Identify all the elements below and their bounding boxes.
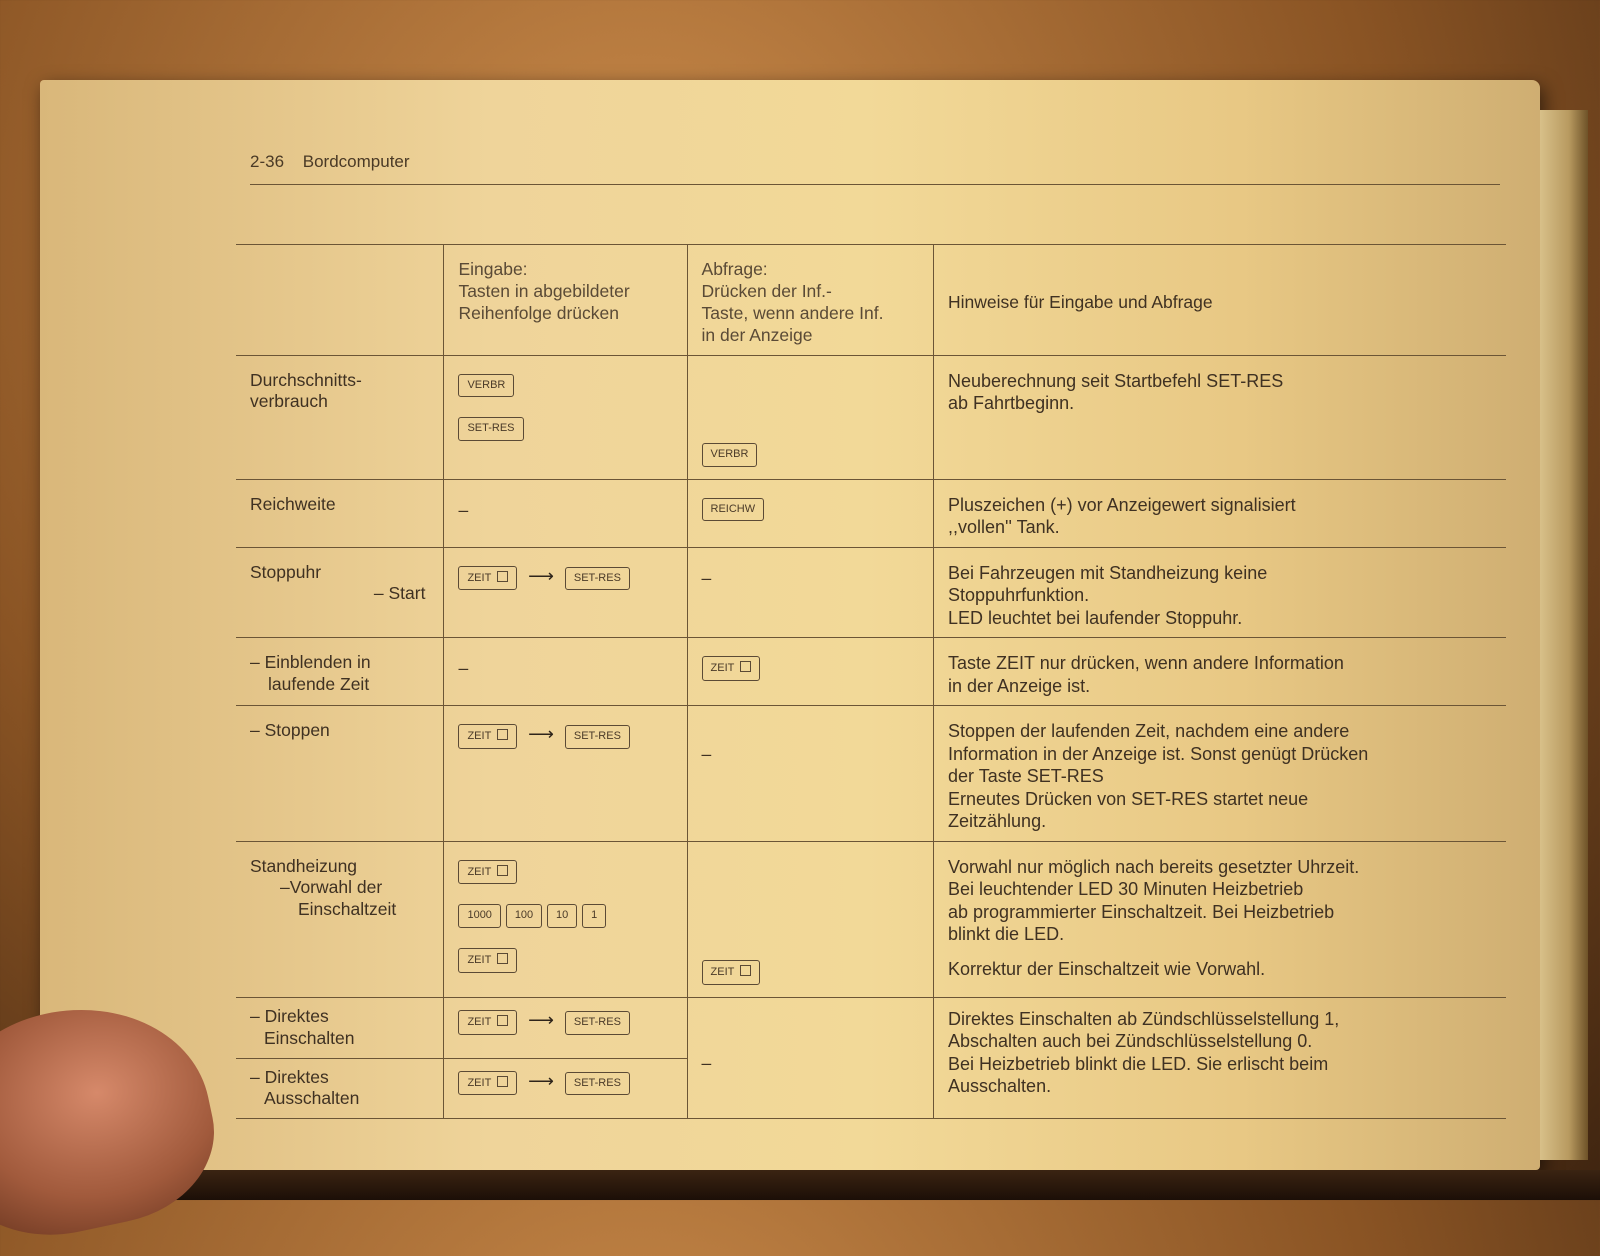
hint-line: Neuberechnung seit Startbefehl SET-RES [948, 370, 1284, 391]
page-stack-edge [1540, 110, 1588, 1160]
zeit-key [458, 1071, 517, 1096]
row-label [236, 547, 444, 638]
function-table [236, 244, 1506, 1119]
led-square-icon [497, 1076, 508, 1087]
hint-line: Bei Fahrzeugen mit Standheizung keine [948, 562, 1268, 583]
hint-cell [934, 638, 1506, 706]
hint-line: ab Fahrtbeginn. [948, 393, 1075, 413]
input-cell [444, 547, 687, 638]
zeit-key [702, 656, 761, 681]
arrow-right-icon: ⟶ [528, 565, 554, 586]
query-cell [687, 479, 934, 547]
row-label-line: – Direktes [250, 1005, 329, 1026]
hint-line: Zeitzählung. [948, 811, 1047, 831]
hint-line: Stoppen der laufenden Zeit, nachdem eine andere [948, 721, 1350, 741]
led-square-icon [740, 661, 751, 672]
led-square-icon [740, 965, 751, 976]
zeit-key [458, 1010, 517, 1035]
led-square-icon [497, 865, 508, 876]
hint-cell [934, 706, 1506, 842]
hint-line: ab programmierter Einschaltzeit. Bei Heizbetrieb [948, 901, 1335, 922]
header-hints-text: Hinweise für Eingabe und Abfrage [948, 291, 1213, 312]
zeit-key-label: ZEIT [467, 1015, 492, 1028]
key-10: 10 [547, 904, 577, 928]
reichw-key: REICHW [702, 498, 765, 522]
hint-line: Bei Heizbetrieb blinkt die LED. Sie erlischt beim [948, 1053, 1329, 1074]
row-sublabel: – Start [373, 583, 426, 604]
hint-line: in der Anzeige ist. [948, 675, 1091, 696]
query-cell [687, 997, 934, 1119]
zeit-key [458, 860, 517, 885]
header-input [444, 245, 687, 356]
header-input-line: Reihenfolge drücken [458, 302, 619, 323]
hint-line: LED leuchtet bei laufender Stoppuhr. [948, 607, 1243, 628]
row-label [236, 997, 444, 1058]
table-row [236, 355, 1506, 479]
zeit-key [458, 724, 517, 749]
table-header-row [236, 245, 1506, 356]
zeit-key-label: ZEIT [467, 954, 492, 966]
dash-mark: – [701, 1053, 712, 1074]
arrow-right-icon: ⟶ [528, 724, 554, 745]
input-cell [444, 638, 687, 706]
row-label-line: Ausschalten [264, 1088, 360, 1109]
query-cell [687, 355, 934, 479]
row-label-line: verbrauch [250, 391, 328, 412]
row-label-line: Standheizung [250, 855, 358, 876]
input-cell [444, 479, 687, 547]
header-query-line: in der Anzeige [701, 324, 813, 345]
row-label-line: Durchschnitts- [250, 369, 362, 390]
dash-mark: – [701, 567, 712, 588]
header-query-line: Drücken der Inf.- [701, 280, 832, 301]
query-cell [687, 841, 934, 997]
hint-cell [934, 841, 1506, 997]
led-square-icon [497, 729, 508, 740]
header-label-cell [236, 245, 444, 356]
zeit-key [702, 960, 761, 985]
set-res-key: SET-RES [565, 567, 630, 591]
hint-cell [934, 479, 1506, 547]
table-row [236, 547, 1506, 638]
table-row [236, 841, 1506, 997]
table-row [236, 997, 1506, 1058]
hint-line: der Taste SET-RES [948, 766, 1104, 786]
page-number: 2-36 [250, 152, 285, 171]
header-input-line: Eingabe: [458, 259, 528, 279]
zeit-key-label: ZEIT [467, 730, 492, 742]
hint-line: ,,vollen'' Tank. [948, 517, 1060, 537]
query-cell [687, 706, 934, 842]
query-cell [687, 638, 934, 706]
header-query [687, 245, 934, 356]
hint-cell [934, 547, 1506, 638]
row-label-line: Stoppuhr [250, 561, 322, 582]
dash-mark: – [458, 499, 469, 520]
row-label [236, 355, 444, 479]
hint-line: Stoppuhrfunktion. [948, 585, 1090, 605]
header-query-line: Taste, wenn andere Inf. [701, 302, 884, 323]
header-query-line: Abfrage: [701, 259, 768, 279]
set-res-key: SET-RES [565, 725, 630, 749]
table-row [236, 479, 1506, 547]
header-input-line: Tasten in abgebildeter [458, 280, 630, 301]
query-cell [687, 547, 934, 638]
zeit-key-label: ZEIT [710, 966, 735, 978]
zeit-key-label: ZEIT [467, 571, 492, 584]
hint-line: Bei leuchtender LED 30 Minuten Heizbetrieb [948, 879, 1304, 899]
row-label-line: Einschalten [264, 1027, 355, 1048]
hint-cell [934, 997, 1506, 1119]
row-label-line: – Direktes [250, 1066, 329, 1087]
hint-line: Taste ZEIT nur drücken, wenn andere Information [948, 653, 1344, 673]
set-res-key: SET-RES [565, 1072, 630, 1096]
hint-line: Erneutes Drücken von SET-RES startet neue [948, 788, 1309, 809]
input-cell [444, 841, 687, 997]
verbr-key: VERBR [702, 443, 758, 467]
key-100: 100 [506, 904, 542, 928]
verbr-key: VERBR [458, 374, 514, 398]
row-label: Reichweite [236, 479, 444, 547]
zeit-key-label: ZEIT [710, 662, 735, 674]
key-1000: 1000 [458, 904, 500, 928]
table-row [236, 638, 1506, 706]
hint-line: Information in der Anzeige ist. Sonst genügt Drücken [948, 743, 1369, 764]
hint-line: blinkt die LED. [948, 924, 1065, 944]
input-cell [444, 997, 687, 1058]
page-header [250, 152, 1500, 185]
page-title: Bordcomputer [302, 152, 410, 171]
arrow-right-icon: ⟶ [528, 1070, 554, 1091]
table-row [236, 706, 1506, 842]
led-square-icon [497, 953, 508, 964]
row-label-line: –Vorwahl der [280, 877, 383, 898]
hint-line: Vorwahl nur möglich nach bereits gesetzter Uhrzeit. [948, 856, 1360, 877]
row-label-line: laufende Zeit [268, 673, 370, 694]
input-cell [444, 1058, 687, 1119]
row-label-line: – Einblenden in [250, 652, 371, 672]
hint-line: Direktes Einschalten ab Zündschlüsselstellung 1, [948, 1008, 1340, 1029]
input-cell [444, 355, 687, 479]
hint-cell [934, 355, 1506, 479]
led-square-icon [497, 1015, 508, 1026]
row-label-line: Einschaltzeit [298, 899, 397, 920]
dash-mark: – [458, 658, 469, 678]
led-square-icon [497, 571, 508, 582]
zeit-key [458, 948, 517, 973]
row-label [236, 841, 444, 997]
hint-line: Korrektur der Einschaltzeit wie Vorwahl. [948, 958, 1266, 979]
zeit-key-label: ZEIT [467, 865, 492, 878]
hint-line: Abschalten auch bei Zündschlüsselstellung 0. [948, 1031, 1313, 1052]
set-res-key: SET-RES [565, 1011, 630, 1035]
header-hints [934, 245, 1506, 356]
zeit-key-label: ZEIT [467, 1076, 492, 1089]
table-surface [0, 1170, 1600, 1200]
arrow-right-icon: ⟶ [528, 1009, 554, 1030]
row-label: – Stoppen [236, 706, 444, 842]
row-label [236, 1058, 444, 1119]
key-1: 1 [582, 904, 606, 928]
row-label [236, 638, 444, 706]
dash-mark: – [701, 744, 712, 764]
set-res-key: SET-RES [458, 417, 523, 441]
hint-line: Pluszeichen (+) vor Anzeigewert signalisiert [948, 494, 1296, 515]
zeit-key [458, 566, 517, 591]
input-cell [444, 706, 687, 842]
hint-line: Ausschalten. [948, 1076, 1052, 1097]
